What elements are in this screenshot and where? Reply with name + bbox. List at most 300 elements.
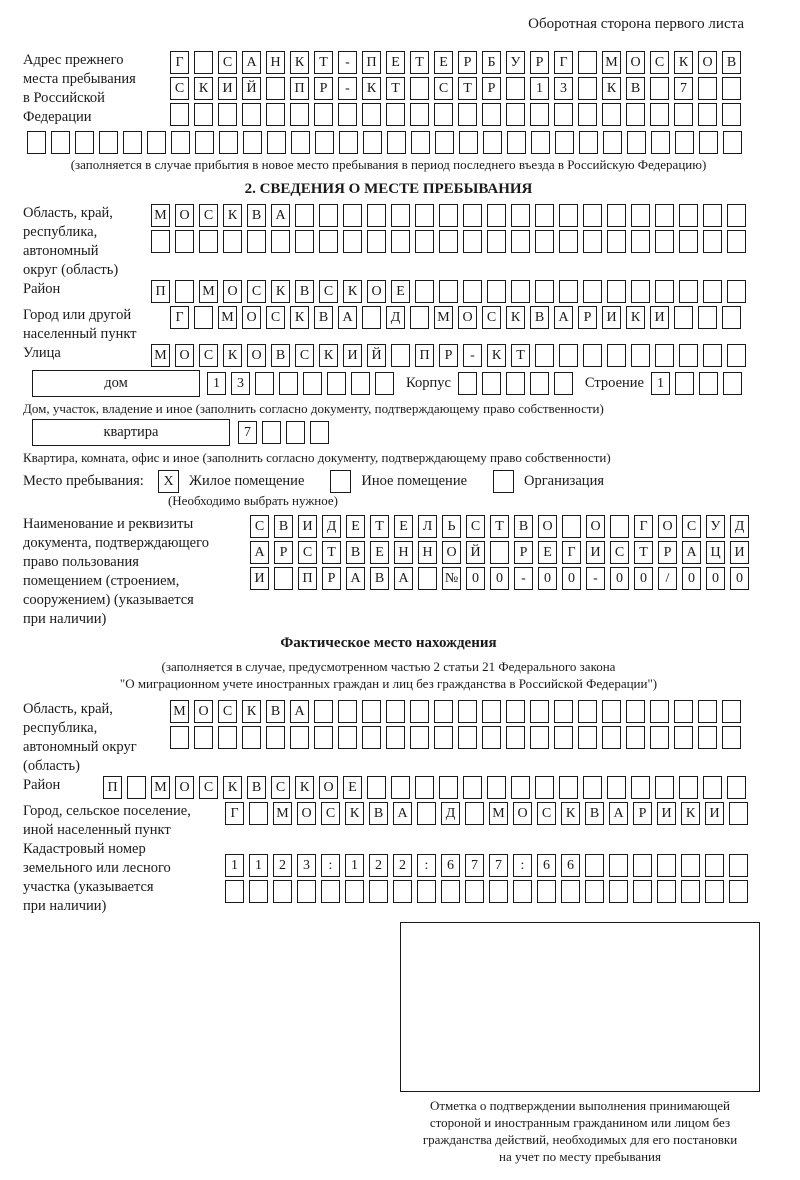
form-cell[interactable]: [171, 131, 190, 154]
form-cell[interactable]: М: [489, 802, 508, 825]
form-cell[interactable]: [266, 77, 285, 100]
form-cell[interactable]: [655, 344, 674, 367]
form-cell[interactable]: [391, 230, 410, 253]
form-cell[interactable]: В: [530, 306, 549, 329]
form-cell[interactable]: [170, 726, 189, 749]
form-cell[interactable]: [410, 700, 429, 723]
form-cell[interactable]: [729, 854, 748, 877]
form-cell[interactable]: П: [151, 280, 170, 303]
form-cell[interactable]: [679, 344, 698, 367]
form-cell[interactable]: С: [482, 306, 501, 329]
form-cell[interactable]: [367, 776, 386, 799]
form-cell[interactable]: [703, 344, 722, 367]
form-cell[interactable]: Р: [439, 344, 458, 367]
form-cell[interactable]: К: [681, 802, 700, 825]
form-cell[interactable]: [703, 776, 722, 799]
form-cell[interactable]: [535, 344, 554, 367]
form-cell[interactable]: Р: [322, 567, 341, 590]
form-cell[interactable]: [386, 726, 405, 749]
form-cell[interactable]: [727, 344, 746, 367]
form-cell[interactable]: 0: [466, 567, 485, 590]
form-cell[interactable]: 7: [465, 854, 484, 877]
form-cell[interactable]: П: [298, 567, 317, 590]
form-cell[interactable]: К: [242, 700, 261, 723]
form-cell[interactable]: [722, 77, 741, 100]
form-cell[interactable]: [681, 880, 700, 903]
form-cell[interactable]: [410, 103, 429, 126]
form-cell[interactable]: С: [466, 515, 485, 538]
form-cell[interactable]: [530, 372, 549, 395]
form-cell[interactable]: В: [585, 802, 604, 825]
form-cell[interactable]: [266, 726, 285, 749]
form-cell[interactable]: С: [610, 541, 629, 564]
form-cell[interactable]: [170, 103, 189, 126]
form-cell[interactable]: А: [394, 567, 413, 590]
form-cell[interactable]: Р: [482, 77, 501, 100]
form-cell[interactable]: [603, 131, 622, 154]
form-cell[interactable]: [327, 372, 346, 395]
form-cell[interactable]: И: [586, 541, 605, 564]
form-cell[interactable]: [459, 131, 478, 154]
form-cell[interactable]: Т: [458, 77, 477, 100]
form-cell[interactable]: [417, 802, 436, 825]
form-cell[interactable]: 0: [706, 567, 725, 590]
form-cell[interactable]: К: [602, 77, 621, 100]
form-cell[interactable]: А: [554, 306, 573, 329]
form-cell[interactable]: Ц: [706, 541, 725, 564]
form-cell[interactable]: [303, 372, 322, 395]
form-cell[interactable]: [218, 103, 237, 126]
form-cell[interactable]: Р: [633, 802, 652, 825]
form-cell[interactable]: [225, 880, 244, 903]
form-cell[interactable]: [465, 802, 484, 825]
form-cell[interactable]: [609, 854, 628, 877]
form-cell[interactable]: О: [194, 700, 213, 723]
form-cell[interactable]: [386, 700, 405, 723]
form-cell[interactable]: №: [442, 567, 461, 590]
form-cell[interactable]: М: [170, 700, 189, 723]
form-cell[interactable]: [458, 372, 477, 395]
form-cell[interactable]: [310, 421, 329, 444]
form-cell[interactable]: [578, 77, 597, 100]
form-cell[interactable]: [583, 230, 602, 253]
stay-type-checkbox-other[interactable]: [330, 470, 351, 493]
form-cell[interactable]: 7: [674, 77, 693, 100]
form-cell[interactable]: [559, 204, 578, 227]
form-cell[interactable]: [633, 880, 652, 903]
form-cell[interactable]: [255, 372, 274, 395]
form-cell[interactable]: [705, 880, 724, 903]
form-cell[interactable]: [513, 880, 532, 903]
form-cell[interactable]: [537, 880, 556, 903]
form-cell[interactable]: [722, 726, 741, 749]
form-cell[interactable]: И: [218, 77, 237, 100]
form-cell[interactable]: [633, 854, 652, 877]
form-cell[interactable]: В: [266, 700, 285, 723]
form-cell[interactable]: [535, 280, 554, 303]
form-cell[interactable]: [439, 776, 458, 799]
form-cell[interactable]: Д: [386, 306, 405, 329]
form-cell[interactable]: [194, 306, 213, 329]
form-cell[interactable]: [51, 131, 70, 154]
form-cell[interactable]: Т: [370, 515, 389, 538]
form-cell[interactable]: [434, 700, 453, 723]
form-cell[interactable]: К: [674, 51, 693, 74]
form-cell[interactable]: [319, 230, 338, 253]
form-cell[interactable]: П: [362, 51, 381, 74]
form-cell[interactable]: :: [513, 854, 532, 877]
form-cell[interactable]: 1: [225, 854, 244, 877]
form-cell[interactable]: [729, 802, 748, 825]
form-cell[interactable]: 0: [538, 567, 557, 590]
form-cell[interactable]: [554, 700, 573, 723]
form-cell[interactable]: [554, 726, 573, 749]
form-cell[interactable]: [490, 541, 509, 564]
form-cell[interactable]: С: [537, 802, 556, 825]
form-cell[interactable]: [578, 726, 597, 749]
form-cell[interactable]: [703, 230, 722, 253]
form-cell[interactable]: [99, 131, 118, 154]
form-cell[interactable]: В: [274, 515, 293, 538]
form-cell[interactable]: [314, 700, 333, 723]
form-cell[interactable]: [487, 280, 506, 303]
form-cell[interactable]: 7: [489, 854, 508, 877]
form-cell[interactable]: 1: [249, 854, 268, 877]
form-cell[interactable]: [578, 51, 597, 74]
form-cell[interactable]: Т: [386, 77, 405, 100]
form-cell[interactable]: С: [247, 280, 266, 303]
form-cell[interactable]: -: [338, 51, 357, 74]
form-cell[interactable]: [487, 776, 506, 799]
form-cell[interactable]: Р: [530, 51, 549, 74]
form-cell[interactable]: С: [298, 541, 317, 564]
form-cell[interactable]: [319, 204, 338, 227]
form-cell[interactable]: Н: [266, 51, 285, 74]
form-cell[interactable]: 0: [562, 567, 581, 590]
form-cell[interactable]: [194, 726, 213, 749]
form-cell[interactable]: В: [314, 306, 333, 329]
form-cell[interactable]: С: [266, 306, 285, 329]
form-cell[interactable]: [175, 280, 194, 303]
form-cell[interactable]: [679, 280, 698, 303]
form-cell[interactable]: [507, 131, 526, 154]
form-cell[interactable]: Е: [386, 51, 405, 74]
form-cell[interactable]: М: [218, 306, 237, 329]
form-cell[interactable]: С: [650, 51, 669, 74]
form-cell[interactable]: [631, 776, 650, 799]
form-cell[interactable]: [607, 230, 626, 253]
form-cell[interactable]: [194, 51, 213, 74]
form-cell[interactable]: [362, 700, 381, 723]
form-cell[interactable]: В: [369, 802, 388, 825]
form-cell[interactable]: [482, 372, 501, 395]
form-cell[interactable]: [559, 776, 578, 799]
form-cell[interactable]: [506, 700, 525, 723]
form-cell[interactable]: [554, 103, 573, 126]
form-cell[interactable]: [535, 230, 554, 253]
form-cell[interactable]: В: [722, 51, 741, 74]
form-cell[interactable]: С: [319, 280, 338, 303]
form-cell[interactable]: [439, 280, 458, 303]
form-cell[interactable]: [487, 230, 506, 253]
form-cell[interactable]: [703, 204, 722, 227]
form-cell[interactable]: [698, 700, 717, 723]
form-cell[interactable]: Й: [367, 344, 386, 367]
form-cell[interactable]: Т: [410, 51, 429, 74]
form-cell[interactable]: [722, 306, 741, 329]
form-cell[interactable]: -: [463, 344, 482, 367]
form-cell[interactable]: [585, 854, 604, 877]
stay-type-checkbox-residential[interactable]: X: [158, 470, 179, 493]
form-cell[interactable]: [295, 204, 314, 227]
form-cell[interactable]: [727, 204, 746, 227]
form-cell[interactable]: У: [706, 515, 725, 538]
form-cell[interactable]: С: [682, 515, 701, 538]
form-cell[interactable]: [578, 700, 597, 723]
form-cell[interactable]: [375, 372, 394, 395]
form-cell[interactable]: [463, 776, 482, 799]
form-cell[interactable]: [367, 204, 386, 227]
form-cell[interactable]: [483, 131, 502, 154]
form-cell[interactable]: И: [298, 515, 317, 538]
form-cell[interactable]: [487, 204, 506, 227]
form-cell[interactable]: 3: [297, 854, 316, 877]
form-cell[interactable]: [727, 280, 746, 303]
form-cell[interactable]: [297, 880, 316, 903]
form-cell[interactable]: О: [319, 776, 338, 799]
form-cell[interactable]: О: [175, 776, 194, 799]
form-cell[interactable]: [530, 103, 549, 126]
form-cell[interactable]: И: [250, 567, 269, 590]
form-cell[interactable]: [554, 372, 573, 395]
form-cell[interactable]: А: [393, 802, 412, 825]
form-cell[interactable]: [386, 103, 405, 126]
form-cell[interactable]: 0: [730, 567, 749, 590]
form-cell[interactable]: [463, 204, 482, 227]
form-cell[interactable]: М: [199, 280, 218, 303]
form-cell[interactable]: [458, 726, 477, 749]
form-cell[interactable]: [434, 103, 453, 126]
form-cell[interactable]: 6: [561, 854, 580, 877]
form-cell[interactable]: [314, 726, 333, 749]
form-cell[interactable]: [698, 77, 717, 100]
form-cell[interactable]: С: [199, 344, 218, 367]
form-cell[interactable]: [439, 230, 458, 253]
form-cell[interactable]: [391, 204, 410, 227]
form-cell[interactable]: [391, 344, 410, 367]
form-cell[interactable]: [369, 880, 388, 903]
form-cell[interactable]: [223, 230, 242, 253]
form-cell[interactable]: [679, 230, 698, 253]
form-cell[interactable]: А: [271, 204, 290, 227]
form-cell[interactable]: В: [370, 567, 389, 590]
form-cell[interactable]: [75, 131, 94, 154]
form-cell[interactable]: Т: [322, 541, 341, 564]
form-cell[interactable]: С: [321, 802, 340, 825]
form-cell[interactable]: [722, 103, 741, 126]
form-cell[interactable]: К: [271, 280, 290, 303]
form-cell[interactable]: [343, 230, 362, 253]
form-cell[interactable]: А: [609, 802, 628, 825]
form-cell[interactable]: [679, 204, 698, 227]
form-cell[interactable]: 0: [634, 567, 653, 590]
form-cell[interactable]: [489, 880, 508, 903]
form-cell[interactable]: М: [434, 306, 453, 329]
form-cell[interactable]: Р: [314, 77, 333, 100]
form-cell[interactable]: А: [250, 541, 269, 564]
form-cell[interactable]: [607, 280, 626, 303]
form-cell[interactable]: [602, 700, 621, 723]
form-cell[interactable]: [535, 776, 554, 799]
form-cell[interactable]: [338, 103, 357, 126]
form-cell[interactable]: [393, 880, 412, 903]
form-cell[interactable]: [249, 802, 268, 825]
form-cell[interactable]: [262, 421, 281, 444]
form-cell[interactable]: [291, 131, 310, 154]
form-cell[interactable]: Е: [538, 541, 557, 564]
form-cell[interactable]: [267, 131, 286, 154]
form-cell[interactable]: [127, 776, 146, 799]
form-cell[interactable]: [434, 726, 453, 749]
form-cell[interactable]: :: [417, 854, 436, 877]
form-cell[interactable]: С: [170, 77, 189, 100]
form-cell[interactable]: [699, 372, 718, 395]
form-cell[interactable]: Г: [554, 51, 573, 74]
form-cell[interactable]: И: [343, 344, 362, 367]
form-cell[interactable]: Т: [490, 515, 509, 538]
form-cell[interactable]: [219, 131, 238, 154]
form-cell[interactable]: [705, 854, 724, 877]
form-cell[interactable]: [482, 700, 501, 723]
form-cell[interactable]: [583, 776, 602, 799]
form-cell[interactable]: О: [367, 280, 386, 303]
form-cell[interactable]: [441, 880, 460, 903]
form-cell[interactable]: Т: [511, 344, 530, 367]
form-cell[interactable]: [27, 131, 46, 154]
form-cell[interactable]: С: [250, 515, 269, 538]
form-cell[interactable]: [626, 103, 645, 126]
form-cell[interactable]: А: [346, 567, 365, 590]
form-cell[interactable]: [482, 726, 501, 749]
form-cell[interactable]: 7: [238, 421, 257, 444]
form-cell[interactable]: [314, 103, 333, 126]
form-cell[interactable]: [631, 204, 650, 227]
form-cell[interactable]: [506, 77, 525, 100]
form-cell[interactable]: Р: [274, 541, 293, 564]
form-cell[interactable]: [607, 344, 626, 367]
form-cell[interactable]: В: [271, 344, 290, 367]
form-cell[interactable]: 0: [610, 567, 629, 590]
form-cell[interactable]: [410, 726, 429, 749]
form-cell[interactable]: Г: [170, 306, 189, 329]
form-cell[interactable]: [411, 131, 430, 154]
form-cell[interactable]: :: [321, 854, 340, 877]
form-cell[interactable]: -: [514, 567, 533, 590]
form-cell[interactable]: К: [223, 776, 242, 799]
form-cell[interactable]: [561, 880, 580, 903]
form-cell[interactable]: О: [458, 306, 477, 329]
form-cell[interactable]: К: [290, 51, 309, 74]
form-cell[interactable]: [343, 204, 362, 227]
form-cell[interactable]: [511, 230, 530, 253]
form-cell[interactable]: О: [297, 802, 316, 825]
form-cell[interactable]: Д: [730, 515, 749, 538]
form-cell[interactable]: О: [247, 344, 266, 367]
form-cell[interactable]: Е: [346, 515, 365, 538]
form-cell[interactable]: [698, 726, 717, 749]
form-cell[interactable]: Г: [562, 541, 581, 564]
form-cell[interactable]: [439, 204, 458, 227]
form-cell[interactable]: [242, 726, 261, 749]
form-cell[interactable]: [274, 567, 293, 590]
form-cell[interactable]: [415, 230, 434, 253]
form-cell[interactable]: Е: [343, 776, 362, 799]
form-cell[interactable]: [675, 372, 694, 395]
form-cell[interactable]: 3: [231, 372, 250, 395]
form-cell[interactable]: Б: [482, 51, 501, 74]
form-cell[interactable]: [247, 230, 266, 253]
form-cell[interactable]: [273, 880, 292, 903]
form-cell[interactable]: [723, 131, 742, 154]
form-cell[interactable]: [674, 103, 693, 126]
form-cell[interactable]: П: [103, 776, 122, 799]
form-cell[interactable]: 2: [273, 854, 292, 877]
form-cell[interactable]: [195, 131, 214, 154]
form-cell[interactable]: 1: [207, 372, 226, 395]
form-cell[interactable]: [650, 726, 669, 749]
form-cell[interactable]: [703, 280, 722, 303]
form-cell[interactable]: [583, 204, 602, 227]
form-cell[interactable]: К: [487, 344, 506, 367]
form-cell[interactable]: В: [295, 280, 314, 303]
stay-type-checkbox-organization[interactable]: [493, 470, 514, 493]
form-cell[interactable]: [511, 204, 530, 227]
form-cell[interactable]: [583, 344, 602, 367]
form-cell[interactable]: Е: [370, 541, 389, 564]
form-cell[interactable]: [295, 230, 314, 253]
form-cell[interactable]: [609, 880, 628, 903]
form-cell[interactable]: [674, 700, 693, 723]
form-cell[interactable]: Ь: [442, 515, 461, 538]
form-cell[interactable]: А: [338, 306, 357, 329]
form-cell[interactable]: 1: [345, 854, 364, 877]
form-cell[interactable]: Т: [634, 541, 653, 564]
form-cell[interactable]: [458, 103, 477, 126]
form-cell[interactable]: 6: [537, 854, 556, 877]
form-cell[interactable]: [506, 726, 525, 749]
form-cell[interactable]: [535, 204, 554, 227]
form-cell[interactable]: [585, 880, 604, 903]
form-cell[interactable]: 1: [530, 77, 549, 100]
form-cell[interactable]: [602, 103, 621, 126]
form-cell[interactable]: [607, 204, 626, 227]
form-cell[interactable]: Н: [394, 541, 413, 564]
form-cell[interactable]: [279, 372, 298, 395]
form-cell[interactable]: И: [657, 802, 676, 825]
form-cell[interactable]: [290, 103, 309, 126]
form-cell[interactable]: Т: [314, 51, 333, 74]
form-cell[interactable]: С: [199, 776, 218, 799]
form-cell[interactable]: 2: [369, 854, 388, 877]
form-cell[interactable]: Е: [434, 51, 453, 74]
form-cell[interactable]: С: [271, 776, 290, 799]
form-cell[interactable]: Й: [242, 77, 261, 100]
form-cell[interactable]: [362, 306, 381, 329]
form-cell[interactable]: В: [346, 541, 365, 564]
form-cell[interactable]: [655, 204, 674, 227]
form-cell[interactable]: [271, 230, 290, 253]
form-cell[interactable]: М: [151, 204, 170, 227]
